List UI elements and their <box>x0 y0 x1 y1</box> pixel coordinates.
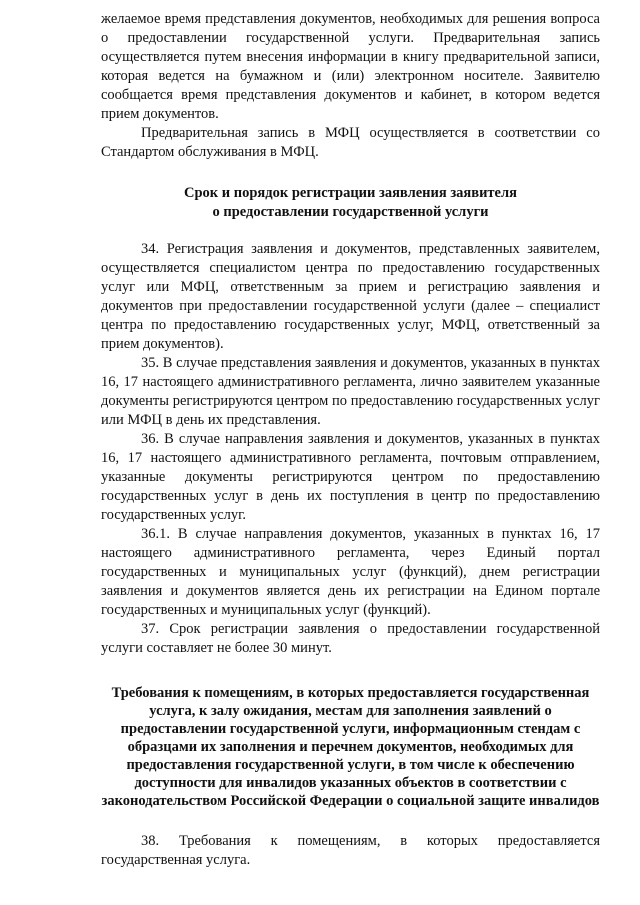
paragraph-35: 35. В случае представления заявления и документов, указанных в пунктах 16, 17 настоящего административного регламента, лично заявителем указанные документы регистрируются центром по предоставлению государственных услуг или МФЦ в день их представления. <box>101 355 600 428</box>
section-heading-premises-requirements: Требования к помещениям, в которых предоставляется государственная услуга, к залу ожидания, местам для заполнения заявлений о предоставлении государственной услуги, информационным стендам с образцами их заполнения и перечнем документов, необходимых для предоставления государственной услуги, в том числе к обеспечению доступности для инвалидов указанных объектов в соответствии с законодательством Российской Федерации о социальной защите инвалидов <box>101 685 600 809</box>
paragraph-intro-continuation: желаемое время представления документов, необходимых для решения вопроса о предоставлении государственной услуги. Предварительная запись осуществляется путем внесения информации в книгу предварительной записи, которая ведется на бумажном и (или) электронном носителе. Заявителю сообщается время представления документов и кабинет, в котором ведется прием документов. <box>101 11 600 122</box>
paragraph-36-1: 36.1. В случае направления документов, указанных в пунктах 16, 17 настоящего административного регламента, через Единый портал государственных и муниципальных услуг (функций), днем регистрации заявления и документов является день их регистрации на Едином портале государственных и муниципальных услуг (функций). <box>101 526 600 618</box>
paragraph-37: 37. Срок регистрации заявления о предоставлении государственной услуги составляет не более 30 минут. <box>101 621 600 656</box>
section-heading-registration <box>101 184 600 222</box>
paragraph-34: 34. Регистрация заявления и документов, представленных заявителем, осуществляется специалистом центра по предоставлению государственных услуг или МФЦ, ответственным за прием и регистрацию заявления и документов при предоставлении государственной услуги (далее – специалист центра по предоставлению государственных услуг, МФЦ, ответственный за прием документов). <box>101 241 600 352</box>
paragraph-intro-mfc: Предварительная запись в МФЦ осуществляется в соответствии со Стандартом обслуживания в МФЦ. <box>101 125 600 160</box>
section-heading-registration-line-2: о предоставлении государственной услуги <box>212 204 489 220</box>
paragraph-36: 36. В случае направления заявления и документов, указанных в пунктах 16, 17 настоящего административного регламента, почтовым отправлением, указанные документы регистрируются центром по предоставлению государственных услуг в день их поступления в центр по предоставлению государственных услуг. <box>101 431 600 523</box>
paragraph-38: 38. Требования к помещениям, в которых предоставляется государственная услуга. <box>101 833 600 868</box>
section-heading-registration-line-1: Срок и порядок регистрации заявления заявителя <box>184 185 517 201</box>
document-page <box>101 10 600 870</box>
